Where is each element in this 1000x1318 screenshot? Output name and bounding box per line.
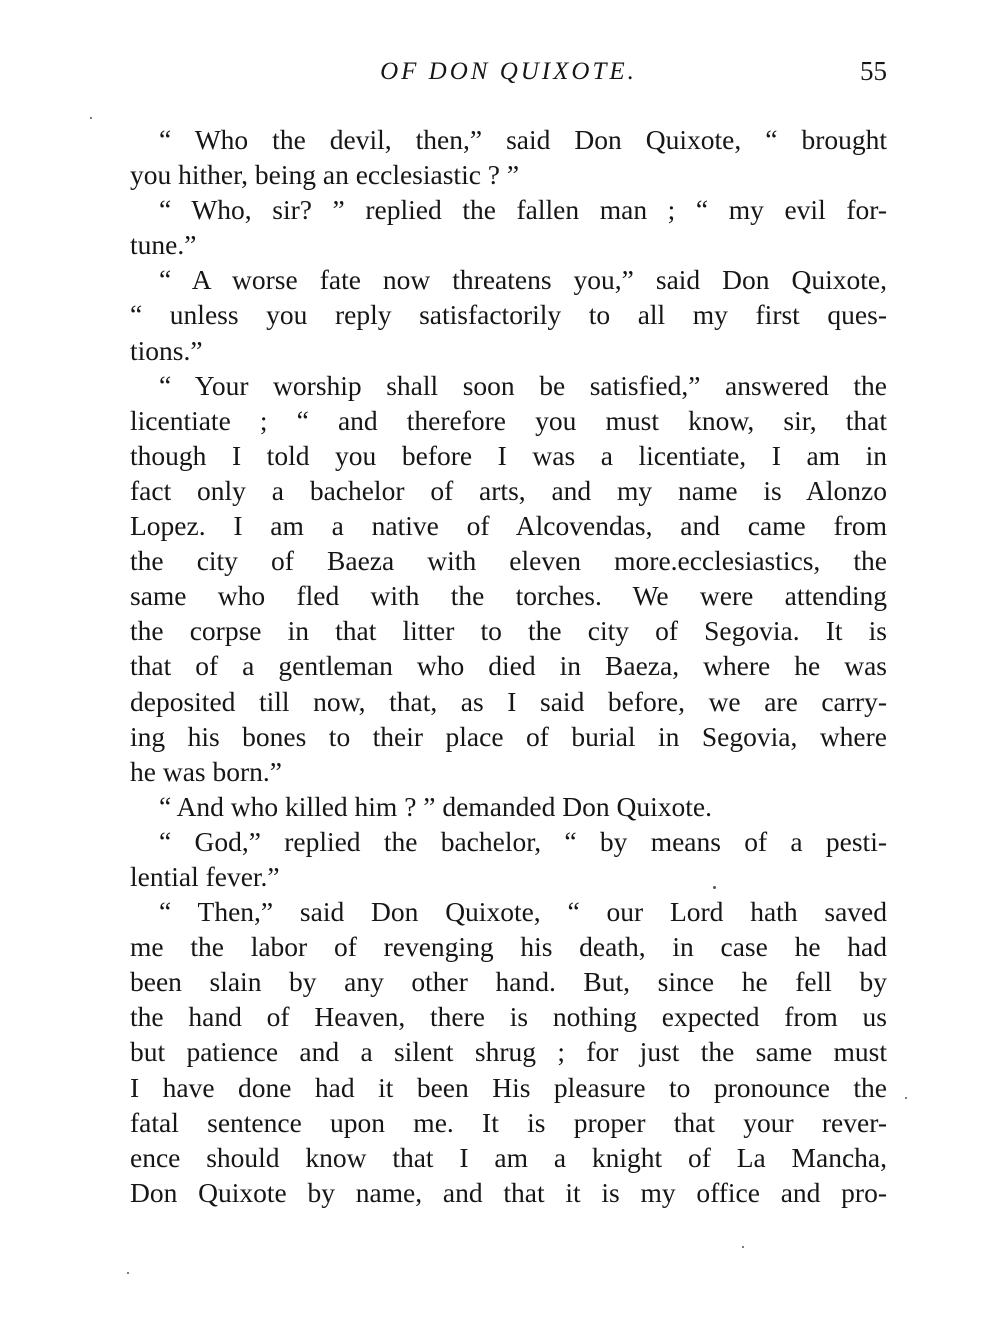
text-line: “ Your worship shall soon be satisfied,” answered the — [159, 369, 887, 401]
text-line: the corpse in that litter to the city of Segovia. It is — [130, 615, 887, 647]
text-line: “ Who, sir? ” replied the fallen man ; “ my evil for- — [159, 194, 887, 226]
text-line: ing his bones to their place of burial in Segovia, where — [130, 720, 887, 752]
text-line: you hither, being an ecclesiastic ? ” — [130, 159, 520, 191]
scan-speck — [127, 1272, 129, 1274]
scan-speck — [742, 1246, 744, 1248]
text-line: tune.” — [130, 229, 197, 261]
text-line: “ A worse fate now threatens you,” said Don Quixote, — [159, 264, 887, 296]
text-line: fact only a bachelor of arts, and my name is Alonzo — [130, 474, 887, 506]
text-line: “ Who the devil, then,” said Don Quixote, “ brought — [159, 124, 887, 155]
text-line: “ unless you reply satisfactorily to all my first ques- — [130, 299, 887, 331]
text-line: I have done had it been His pleasure to pronounce the — [130, 1071, 887, 1103]
text-line: “ And who killed him ? ” demanded Don Quixote. — [159, 790, 712, 822]
text-line: that of a gentleman who died in Baeza, where he was — [130, 650, 887, 682]
text-line: fatal sentence upon me. It is proper that your rever- — [130, 1106, 887, 1138]
text-line: Lopez. I am a native of Alcovendas, and came from — [130, 510, 887, 542]
text-line: but patience and a silent shrug ; for just the same must — [130, 1036, 887, 1068]
text-line: he was born.” — [130, 755, 282, 787]
text-line: deposited till now, that, as I said before, we are carry- — [130, 685, 887, 717]
running-head — [130, 54, 887, 94]
scan-speck — [90, 117, 92, 119]
page-number: 55 — [860, 56, 887, 86]
scan-speck — [905, 1097, 907, 1099]
text-line: ence should know that I am a knight of La Mancha, — [130, 1141, 887, 1173]
running-title: OF DON QUIXOTE. — [380, 58, 637, 85]
text-line: same who fled with the torches. We were attending — [130, 580, 887, 612]
text-line: though I told you before I was a licentiate, I am in — [130, 439, 887, 471]
text-line: Don Quixote by name, and that it is my office and pro- — [130, 1176, 887, 1208]
scan-speck — [713, 886, 716, 889]
text-line: “ Then,” said Don Quixote, “ our Lord hath saved — [159, 896, 887, 928]
text-line: the hand of Heaven, there is nothing expected from us — [130, 1001, 887, 1033]
text-line: tions.” — [130, 334, 203, 366]
text-line: the city of Baeza with eleven more.ecclesiastics, the — [130, 545, 887, 577]
text-line: been slain by any other hand. But, since he fell by — [130, 966, 887, 998]
text-line: licentiate ; “ and therefore you must know, sir, that — [130, 404, 887, 436]
body-text — [130, 122, 887, 1210]
text-line: me the labor of revenging his death, in case he had — [130, 931, 887, 963]
text-line: lential fever.” — [130, 860, 280, 892]
text-line: “ God,” replied the bachelor, “ by means of a pesti- — [159, 825, 887, 857]
